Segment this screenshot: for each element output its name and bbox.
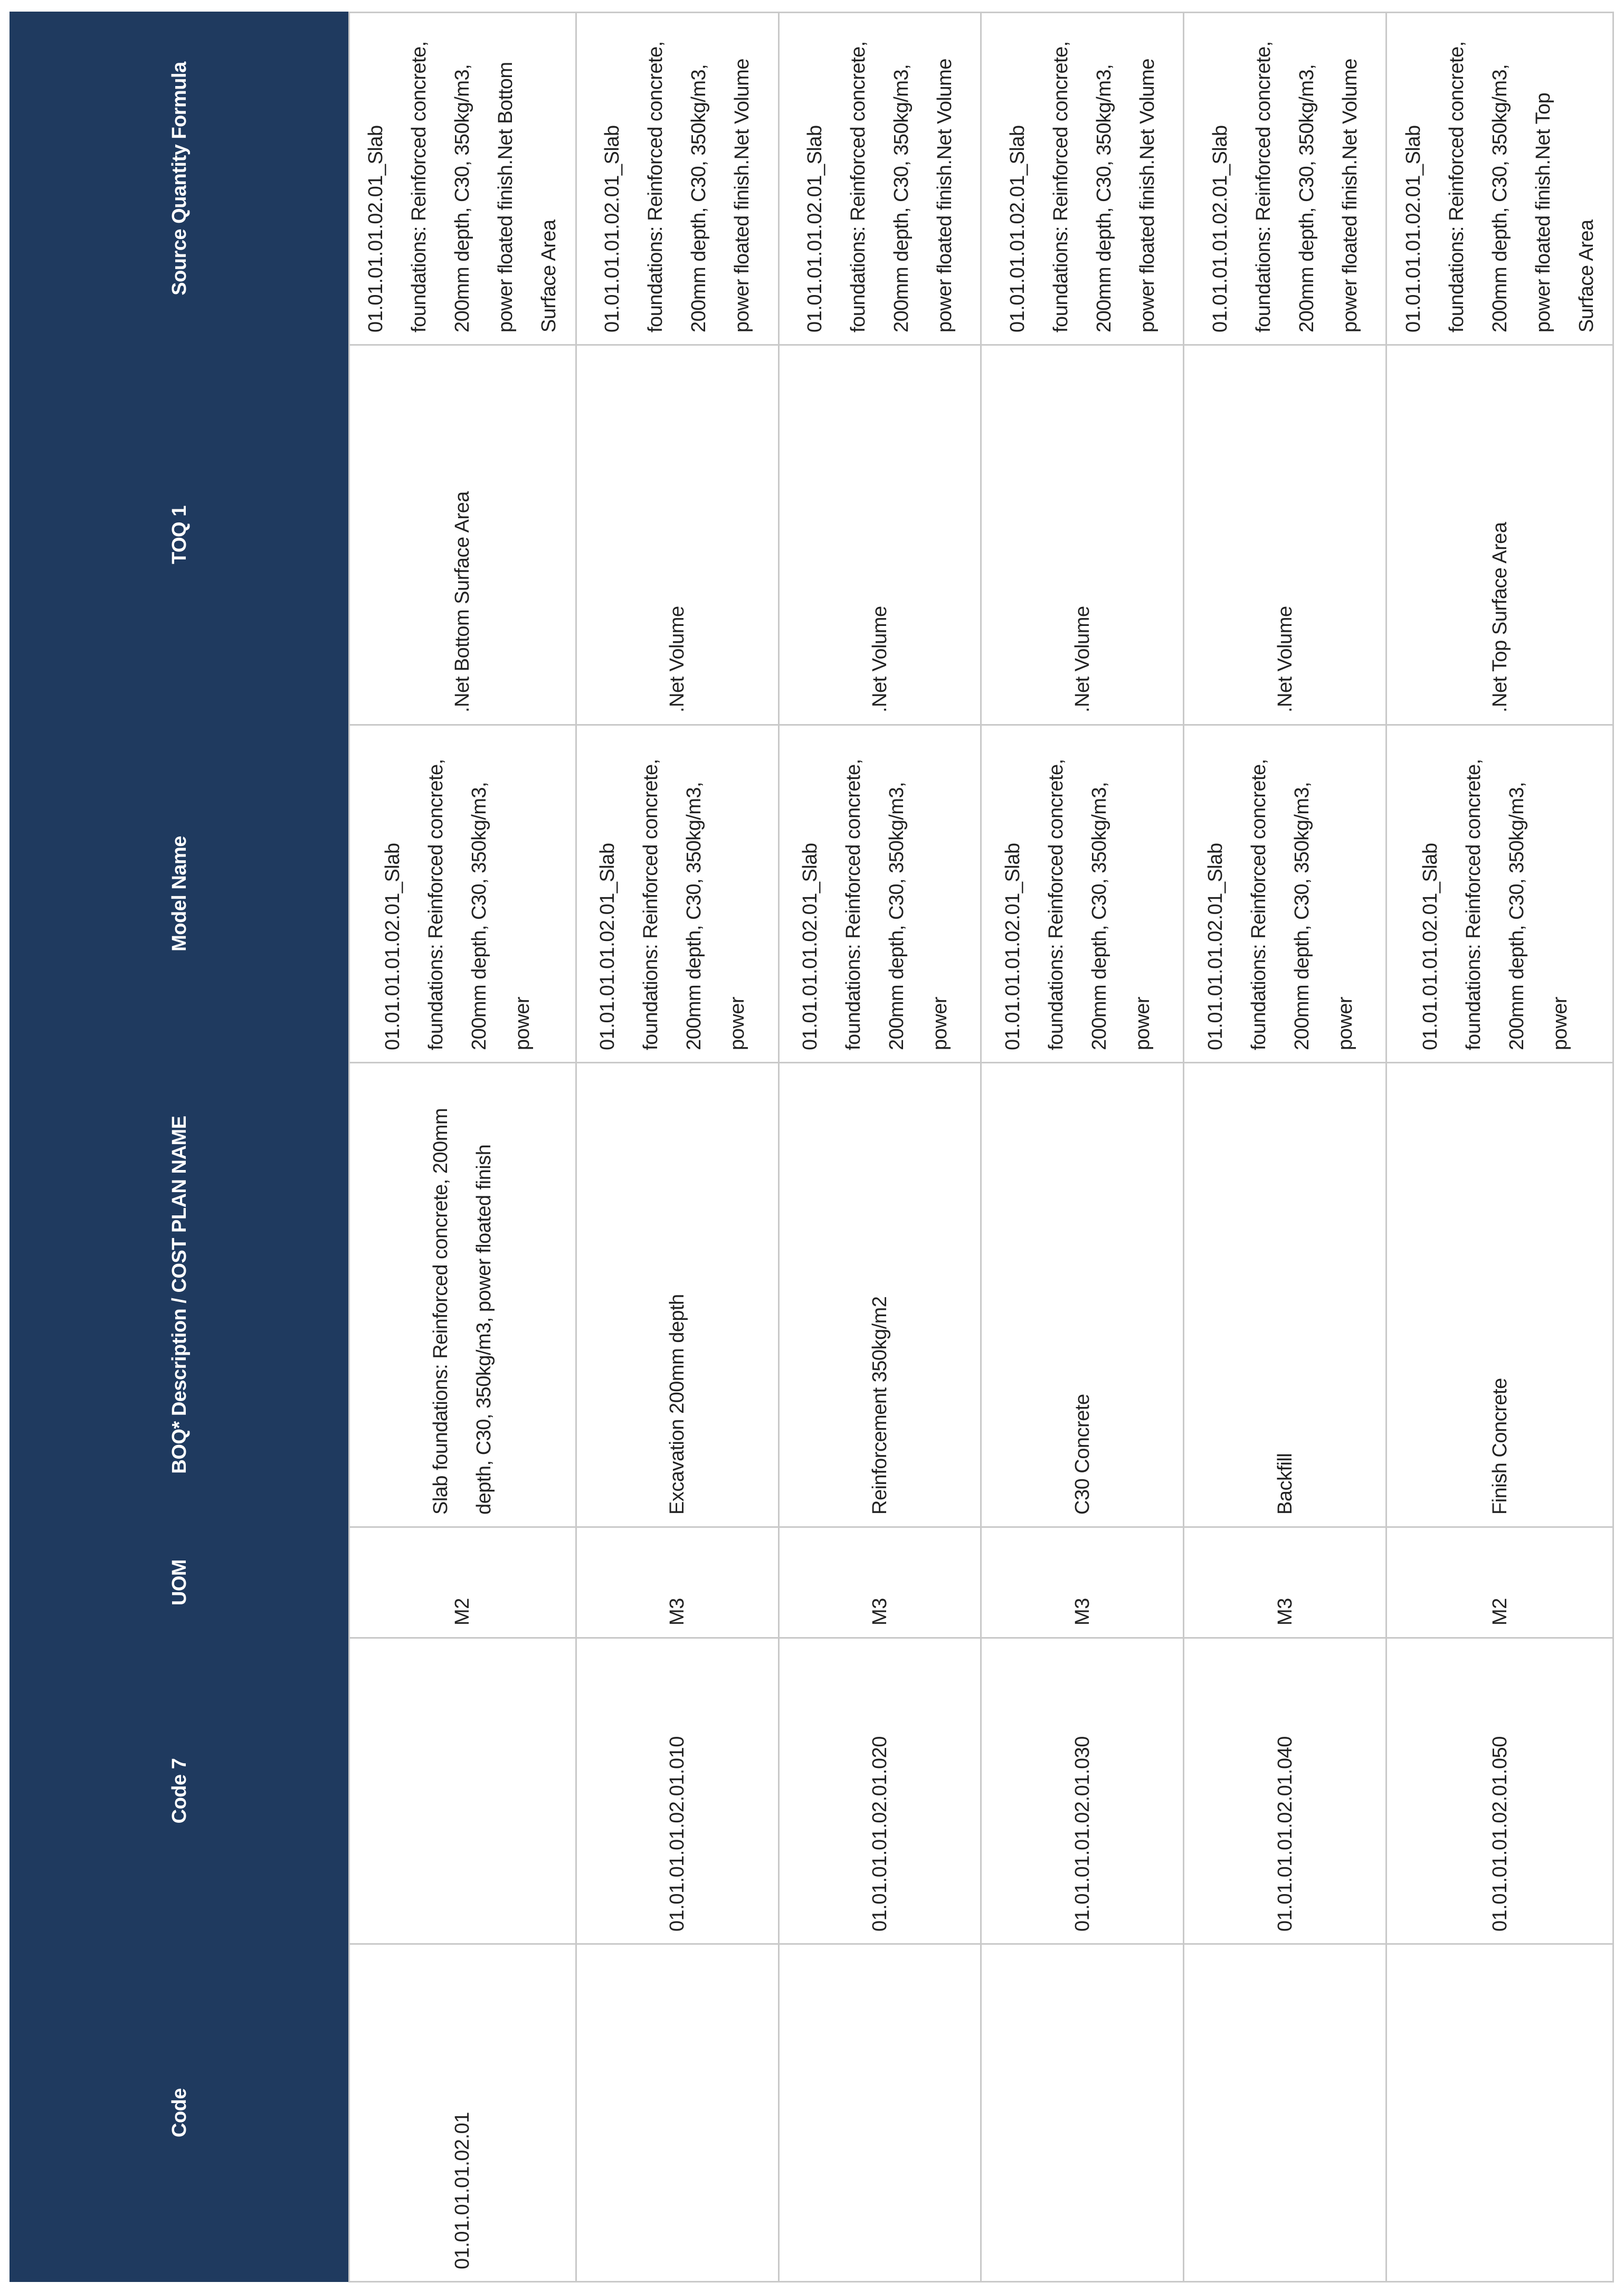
cell-description: Finish Concrete — [1386, 1063, 1613, 1527]
cell-uom: M3 — [1184, 1527, 1386, 1638]
cell-model-name — [349, 725, 576, 1063]
cell-code7: 01.01.01.01.02.01.050 — [1386, 1638, 1613, 1944]
header-toq1: TOQ 1 — [10, 345, 349, 725]
table-row — [778, 13, 981, 2282]
cell-code — [1386, 1944, 1613, 2282]
table-row — [1184, 13, 1386, 2282]
model-name-text: 01.01.01.01.02.01_Slab foundations: Reinforced concrete, 200mm depth, C30, 350kg/m3, power — [1204, 759, 1356, 1050]
header-row — [10, 13, 349, 2282]
table-row — [576, 13, 778, 2282]
cell-source-formula: 01.01.01.01.02.01_Slab foundations: Reinforced concrete, 200mm depth, C30, 350kg/m3, power floated finish.Net Volume — [1184, 13, 1386, 345]
cell-model-name — [778, 725, 981, 1063]
cell-source-formula: 01.01.01.01.02.01_Slab foundations: Reinforced concrete, 200mm depth, C30, 350kg/m3, power floated finish.Net Volume — [981, 13, 1184, 345]
cell-source-formula: 01.01.01.01.02.01_Slab foundations: Reinforced concrete, 200mm depth, C30, 350kg/m3, power floated finish.Net Volume — [778, 13, 981, 345]
cell-code — [576, 1944, 778, 2282]
cell-code7: 01.01.01.01.02.01.040 — [1184, 1638, 1386, 1944]
cell-uom: M3 — [778, 1527, 981, 1638]
cell-description: Reinforcement 350kg/m2 — [778, 1063, 981, 1527]
model-name-text: 01.01.01.01.02.01_Slab foundations: Reinforced concrete, 200mm depth, C30, 350kg/m3, power — [799, 759, 952, 1050]
header-code: Code — [10, 1944, 349, 2282]
cell-code7: 01.01.01.01.02.01.020 — [778, 1638, 981, 1944]
cell-toq1: .Net Volume — [778, 345, 981, 725]
header-code7: Code 7 — [10, 1638, 349, 1944]
model-name-text: 01.01.01.01.02.01_Slab foundations: Reinforced concrete, 200mm depth, C30, 350kg/m3, power — [596, 759, 749, 1050]
cell-uom: M2 — [349, 1527, 576, 1638]
cell-code — [778, 1944, 981, 2282]
cell-description: Excavation 200mm depth — [576, 1063, 778, 1527]
model-name-text: 01.01.01.01.02.01_Slab foundations: Reinforced concrete, 200mm depth, C30, 350kg/m3, power — [382, 759, 534, 1050]
cell-model-name — [576, 725, 778, 1063]
model-name-text: 01.01.01.01.02.01_Slab foundations: Reinforced concrete, 200mm depth, C30, 350kg/m3, power — [1001, 759, 1154, 1050]
cell-code: 01.01.01.01.02.01 — [349, 1944, 576, 2282]
cell-description: C30 Concrete — [981, 1063, 1184, 1527]
rotated-table-container — [10, 13, 1614, 2283]
boq-table — [10, 12, 1614, 2283]
cell-uom: M3 — [981, 1527, 1184, 1638]
cell-model-name — [1386, 725, 1613, 1063]
cell-source-formula: 01.01.01.01.02.01_Slab foundations: Reinforced concrete, 200mm depth, C30, 350kg/m3, power floated finish.Net Top Surface Area — [1386, 13, 1613, 345]
cell-model-name — [981, 725, 1184, 1063]
cell-description: Slab foundations: Reinforced concrete, 200mm depth, C30, 350kg/m3, power floated finish — [349, 1063, 576, 1527]
cell-code7: 01.01.01.01.02.01.030 — [981, 1638, 1184, 1944]
header-source-formula: Source Quantity Formula — [10, 13, 349, 345]
cell-uom: M3 — [576, 1527, 778, 1638]
header-description: BOQ* Description / COST PLAN NAME — [10, 1063, 349, 1527]
cell-toq1: .Net Bottom Surface Area — [349, 345, 576, 725]
header-model-name: Model Name — [10, 725, 349, 1063]
cell-toq1: .Net Volume — [576, 345, 778, 725]
cell-uom: M2 — [1386, 1527, 1613, 1638]
cell-code7: 01.01.01.01.02.01.010 — [576, 1638, 778, 1944]
cell-toq1: .Net Volume — [1184, 345, 1386, 725]
cell-code — [1184, 1944, 1386, 2282]
cell-description: Backfill — [1184, 1063, 1386, 1527]
table-row — [981, 13, 1184, 2282]
model-name-text: 01.01.01.01.02.01_Slab foundations: Reinforced concrete, 200mm depth, C30, 350kg/m3, power — [1419, 759, 1571, 1050]
cell-code7 — [349, 1638, 576, 1944]
table-row — [1386, 13, 1613, 2282]
header-uom: UOM — [10, 1527, 349, 1638]
cell-source-formula: 01.01.01.01.02.01_Slab foundations: Reinforced concrete, 200mm depth, C30, 350kg/m3, power floated finish.Net Volume — [576, 13, 778, 345]
cell-toq1: .Net Volume — [981, 345, 1184, 725]
table-row — [349, 13, 576, 2282]
cell-source-formula: 01.01.01.01.02.01_Slab foundations: Reinforced concrete, 200mm depth, C30, 350kg/m3, power floated finish.Net Bottom Surface Area — [349, 13, 576, 345]
cell-model-name — [1184, 725, 1386, 1063]
cell-code — [981, 1944, 1184, 2282]
cell-toq1: .Net Top Surface Area — [1386, 345, 1613, 725]
